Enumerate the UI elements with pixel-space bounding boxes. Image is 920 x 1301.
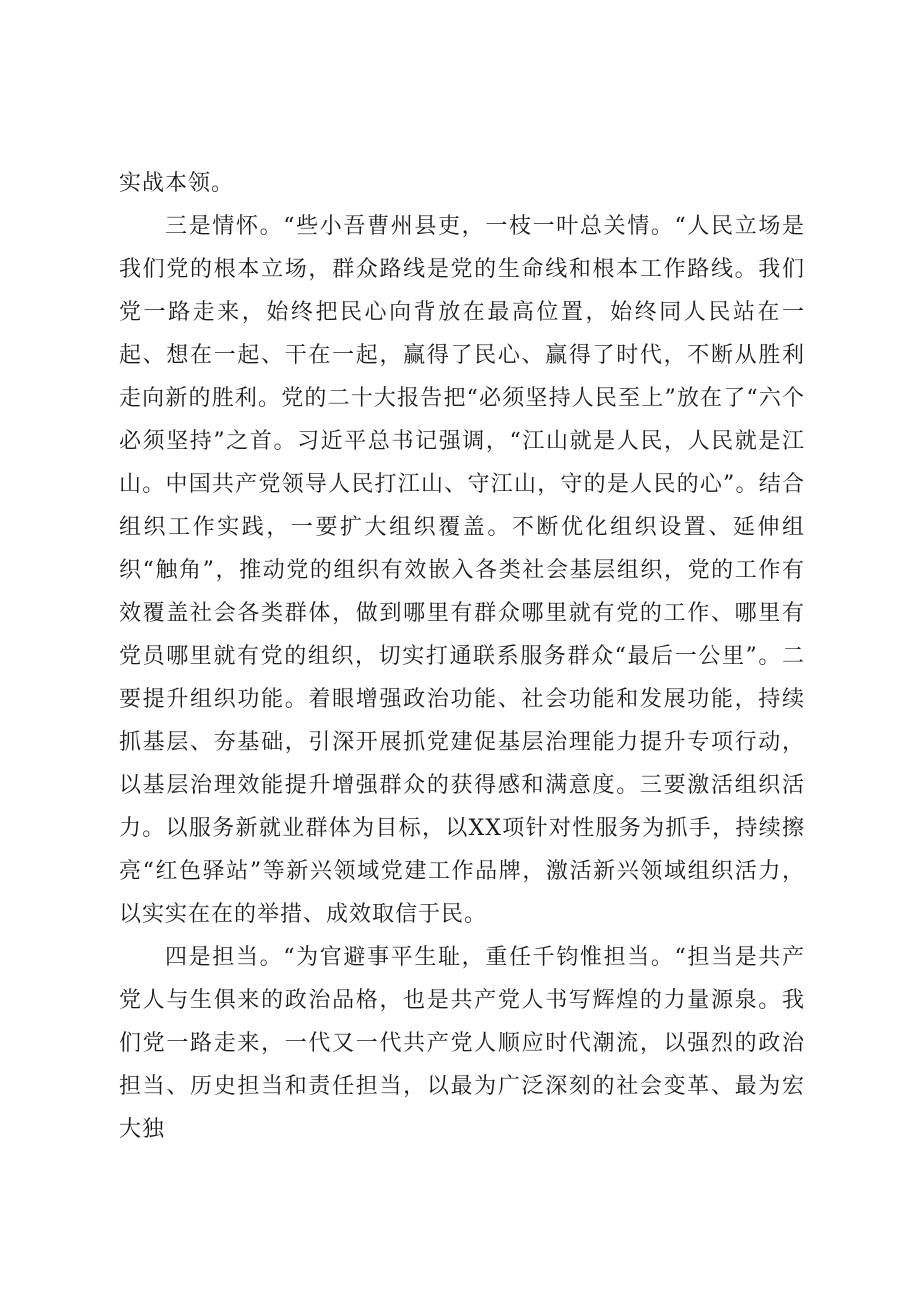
paragraph-continuation: 实战本领。 [119,171,235,196]
document-body [119,162,805,1151]
paragraph-sentiment: 三是情怀。“些小吾曹州县吏，一枝一叶总关情。“人民立场是我们党的根本立场，群众路线是党的生命线和根本工作路线。我们党一路走来，始终把民心向背放在最高位置，始终同人民站在一起、想在一起、干在一起，赢得了民心、赢得了时代，不断从胜利走向新的胜利。党的二十大报告把“必须坚持人民至上”放在了“六个必须坚持”之首。习近平总书记强调，“江山就是人民，人民就是江山。中国共产党领导人民打江山、守江山，守的是人民的心”。结合组织工作实践，一要扩大组织覆盖。不断优化组织设置、延伸组织“触角”，推动党的组织有效嵌入各类社会基层组织，党的工作有效覆盖社会各类群体，做到哪里有群众哪里就有党的工作、哪里有党员哪里就有党的组织，切实打通联系服务群众“最后一公里”。二要提升组织功能。着眼增强政治功能、社会功能和发展功能，持续抓基层、夯基础，引深开展抓党建促基层治理能力提升专项行动，以基层治理效能提升增强群众的获得感和满意度。三要激活组织活力。以服务新就业群体为目标，以XX项针对性服务为抓手，持续擦亮“红色驿站”等新兴领域党建工作品牌，激活新兴领域组织活力，以实实在在的举措、成效取信于民。 [119,214,805,927]
paragraph-responsibility: 四是担当。“为官避事平生耻，重任千钧惟担当。“担当是共产党人与生俱来的政治品格，也是共产党人书写辉煌的力量源泉。我们党一路走来，一代又一代共产党人顺应时代潮流，以强烈的政治担当、历史担当和责任担当，以最为广泛深刻的社会变革、最为宏大独 [119,945,805,1142]
